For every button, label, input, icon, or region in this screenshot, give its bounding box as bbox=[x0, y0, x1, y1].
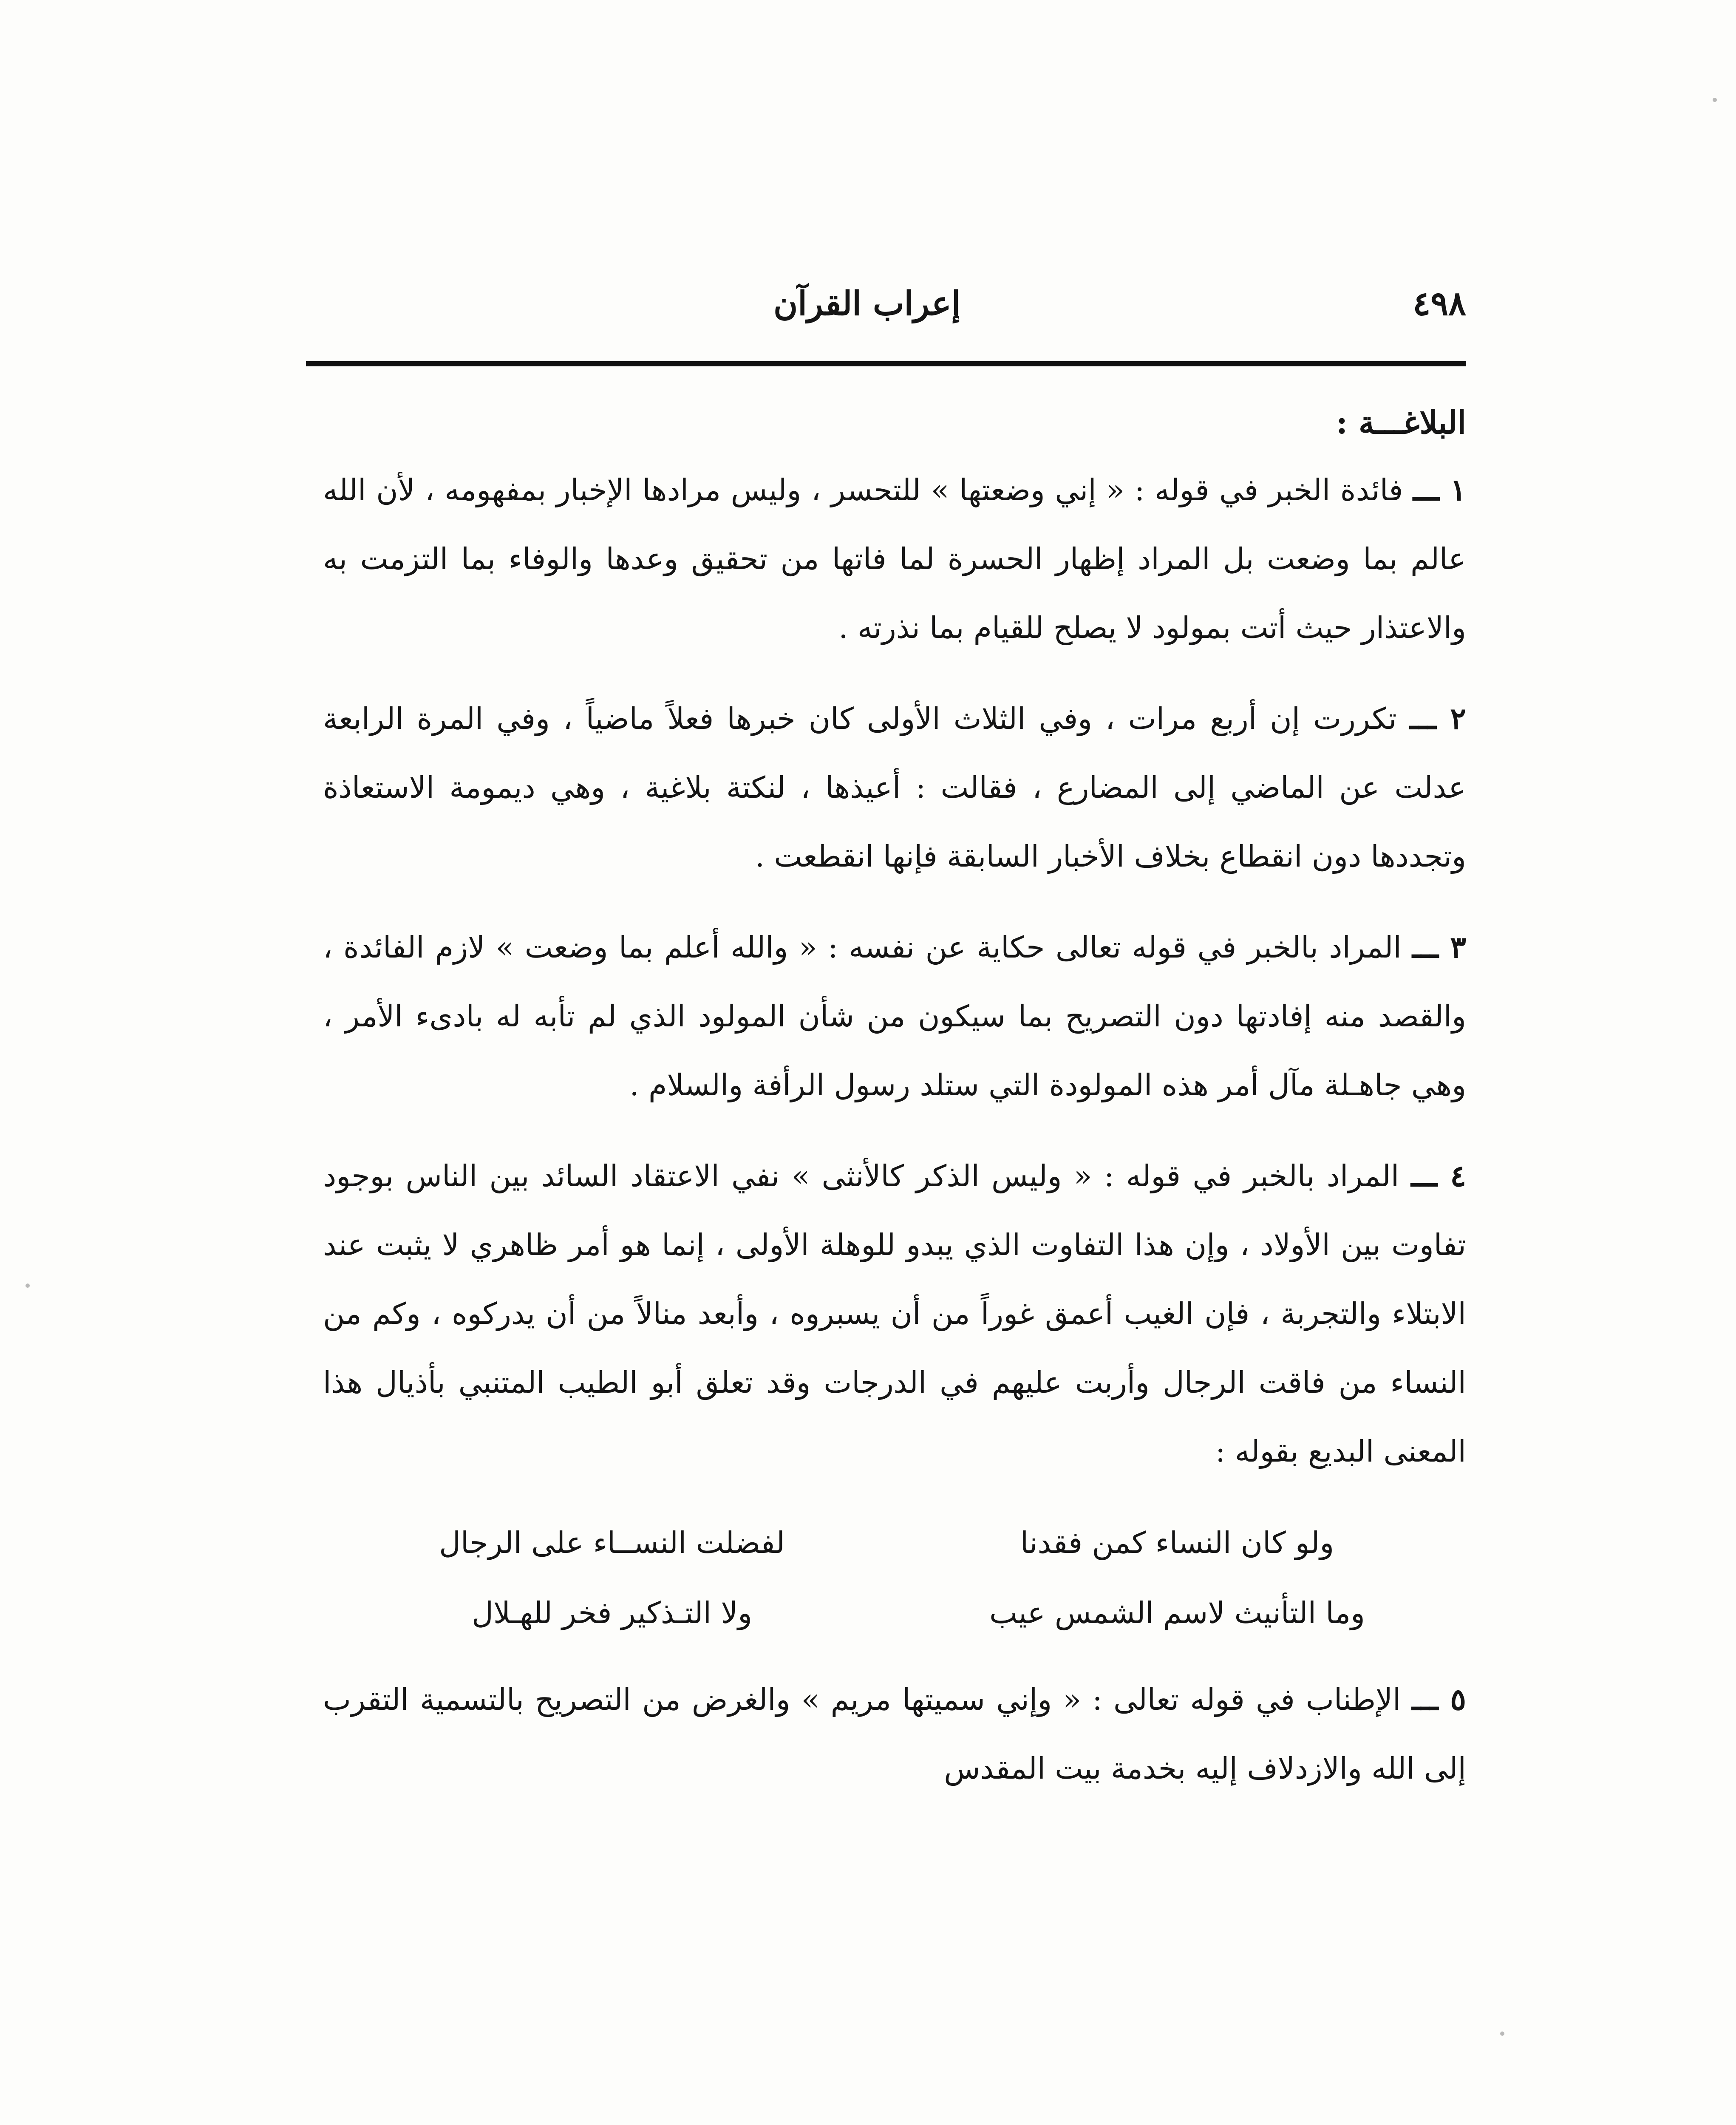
page-content bbox=[323, 395, 1466, 1825]
verse-first-hemistich: وما التأنيث لاسم الشمس عيب bbox=[989, 1595, 1365, 1630]
paragraph-text: فائدة الخبر في قوله : « إني وضعتها » للتحسر ، وليس مرادها الإخبار بمفهومه ، لأن الله عالم بما وضعت بل المراد إظهار الحسرة لما فاتها من تحقيق وعدها والوفاء بما التزمت به والاعتذار حيث أتت بمولود لا يصلح للقيام بما نذرته . bbox=[323, 473, 1466, 645]
verse-second-hemistich: ولا التـذكير فخر للهـلال bbox=[472, 1595, 752, 1630]
paragraph-4 bbox=[323, 1142, 1466, 1486]
poem-verse-2 bbox=[374, 1578, 1415, 1648]
section-heading: البلاغـــة : bbox=[1336, 405, 1466, 441]
paragraph-5 bbox=[323, 1665, 1466, 1803]
paragraph-number: ١ ـــ bbox=[1413, 472, 1466, 507]
paragraph-number: ٢ ـــ bbox=[1410, 701, 1466, 736]
paragraph-3 bbox=[323, 913, 1466, 1119]
page-number: ٤٩٨ bbox=[1413, 284, 1466, 323]
paragraph-text: تكررت إن أربع مرات ، وفي الثلاث الأولى كان خبرها فعلاً ماضياً ، وفي المرة الرابعة عدلت عن الماضي إلى المضارع ، فقالت : أعيذها ، لنكتة بلاغية ، وهي ديمومة الاستعاذة وتجددها دون انقطاع بخلاف الأخبار السابقة فإنها انقطعت . bbox=[323, 701, 1466, 874]
poem-block bbox=[374, 1508, 1415, 1648]
paragraph-number: ٤ ـــ bbox=[1411, 1158, 1466, 1193]
poem-verse-1 bbox=[374, 1508, 1415, 1578]
scan-speck bbox=[25, 1284, 30, 1288]
paragraph-text: الإطناب في قوله تعالى : « وإني سميتها مريم » والغرض من التصريح بالتسمية التقرب إلى الله والازدلاف إليه بخدمة بيت المقدس bbox=[323, 1682, 1466, 1786]
paragraph-text: المراد بالخبر في قوله : « وليس الذكر كالأنثى » نفي الاعتقاد السائد بين الناس بوجود تفاوت بين الأولاد ، وإن هذا التفاوت الذي يبدو للوهلة الأولى ، إنما هو أمر ظاهري لا يثبت عند الابتلاء والتجربة ، فإن الغيب أعمق غوراً من أن يسبروه ، وأبعد منالاً من أن يدركوه ، وكم من النساء من فاقت الرجال وأربت عليهم في الدرجات وقد تعلق أبو الطيب المتنبي بأذيال هذا المعنى البديع بقوله : bbox=[323, 1159, 1466, 1469]
paragraph-1 bbox=[323, 456, 1466, 662]
header-rule bbox=[306, 361, 1466, 366]
verse-first-hemistich: ولو كان النساء كمن فقدنا bbox=[1020, 1525, 1334, 1560]
scan-speck bbox=[1500, 2032, 1504, 2036]
paragraph-number: ٥ ـــ bbox=[1412, 1682, 1466, 1717]
paragraph-text: المراد بالخبر في قوله تعالى حكاية عن نفسه : « والله أعلم بما وضعت » لازم الفائدة ، والقصد منه إفادتها دون التصريح بما سيكون من شأن المولود الذي لم تأبه له بادىء الأمر ، وهي جاهـلة مآل أمر هذه المولودة التي ستلد رسول الرأفة والسلام . bbox=[323, 930, 1466, 1102]
paragraph-number: ٣ ـــ bbox=[1412, 929, 1466, 965]
paragraph-2 bbox=[323, 684, 1466, 891]
scan-speck bbox=[1713, 98, 1717, 102]
page-header bbox=[306, 276, 1466, 332]
running-title: إعراب القرآن bbox=[773, 284, 961, 323]
verse-second-hemistich: لفضلت النســاء على الرجال bbox=[439, 1525, 785, 1560]
